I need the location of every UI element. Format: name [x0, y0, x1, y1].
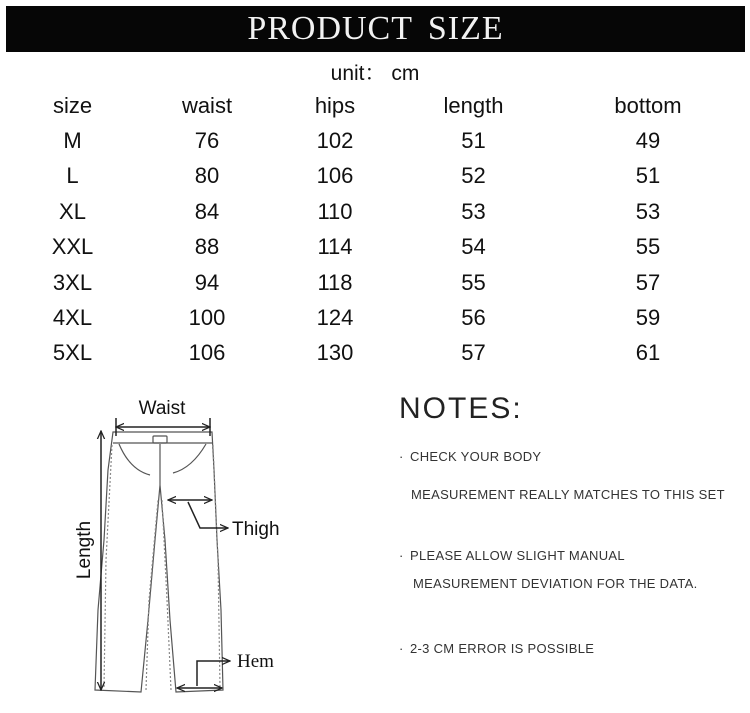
header-bottom: bottom — [614, 92, 682, 118]
hem-label: Hem — [237, 651, 274, 672]
cell-length: 57 — [461, 340, 486, 366]
cell-length: 51 — [461, 128, 486, 154]
size-table — [0, 88, 750, 371]
note-line — [411, 487, 725, 502]
note-line — [399, 449, 541, 464]
cell-bottom: 55 — [635, 234, 661, 260]
header-hips: hips — [314, 92, 356, 118]
cell-bottom: 57 — [635, 269, 661, 295]
table-row — [0, 336, 750, 371]
note-text: 2-3 CM ERROR IS POSSIBLE — [410, 641, 595, 656]
cell-hips: 110 — [317, 198, 353, 224]
cell-waist: 88 — [194, 234, 220, 260]
cell-length: 52 — [461, 163, 486, 189]
length-label: Length — [74, 520, 95, 580]
cell-waist: 76 — [194, 128, 220, 154]
bullet-icon: · — [399, 449, 404, 464]
cell-bottom: 49 — [635, 128, 661, 154]
note-line — [399, 641, 594, 656]
cell-hips: 106 — [316, 163, 354, 189]
thigh-measure — [168, 500, 228, 528]
cell-size: M — [63, 128, 82, 154]
cell-size: 3XL — [52, 269, 93, 295]
note-line — [413, 576, 698, 591]
cell-waist: 106 — [188, 340, 226, 366]
table-row — [0, 194, 750, 229]
cell-length: 53 — [461, 198, 486, 224]
table-row — [0, 123, 750, 158]
cell-length: 55 — [461, 269, 486, 295]
cell-bottom: 51 — [635, 163, 661, 189]
cell-bottom: 61 — [635, 340, 661, 366]
cell-hips: 118 — [317, 269, 353, 295]
cell-hips: 130 — [316, 340, 354, 366]
header-waist: waist — [181, 92, 233, 118]
cell-waist: 84 — [194, 198, 220, 224]
cell-waist: 94 — [194, 269, 220, 295]
waist-label: Waist — [138, 398, 186, 419]
note-text: MEASUREMENT REALLY MATCHES TO THIS SET — [411, 487, 725, 502]
note-text: MEASUREMENT DEVIATION FOR THE DATA. — [413, 576, 698, 591]
banner — [6, 6, 745, 52]
cell-size: L — [66, 163, 79, 189]
note-text: PLEASE ALLOW SLIGHT MANUAL — [410, 548, 625, 563]
cell-hips: 114 — [317, 234, 353, 260]
cell-waist: 100 — [188, 305, 226, 331]
banner-title: PRODUCT SIZE — [247, 10, 504, 47]
table-row — [0, 300, 750, 335]
waist-measure — [116, 418, 210, 436]
bullet-icon: · — [399, 548, 404, 563]
thigh-label: Thigh — [232, 519, 280, 540]
table-row — [0, 230, 750, 265]
cell-bottom: 53 — [635, 198, 661, 224]
pants-outline — [95, 432, 223, 692]
cell-size: XL — [59, 198, 86, 224]
header-length: length — [443, 92, 504, 118]
cell-length: 54 — [461, 234, 486, 260]
unit-label: unit： cm — [330, 62, 420, 85]
header-size: size — [52, 92, 93, 118]
table-row — [0, 265, 750, 300]
notes-title: NOTES: — [399, 392, 523, 425]
bullet-icon: · — [399, 641, 404, 656]
table-header-row — [0, 88, 750, 123]
cell-waist: 80 — [194, 163, 220, 189]
cell-hips: 102 — [316, 128, 354, 154]
cell-size: XXL — [51, 234, 94, 260]
pants-diagram — [60, 388, 320, 708]
note-text: CHECK YOUR BODY — [410, 449, 542, 464]
cell-length: 56 — [461, 305, 486, 331]
note-line — [399, 548, 625, 563]
table-row — [0, 159, 750, 194]
cell-bottom: 59 — [635, 305, 661, 331]
cell-hips: 124 — [316, 305, 354, 331]
cell-size: 4XL — [52, 305, 93, 331]
cell-size: 5XL — [52, 340, 93, 366]
